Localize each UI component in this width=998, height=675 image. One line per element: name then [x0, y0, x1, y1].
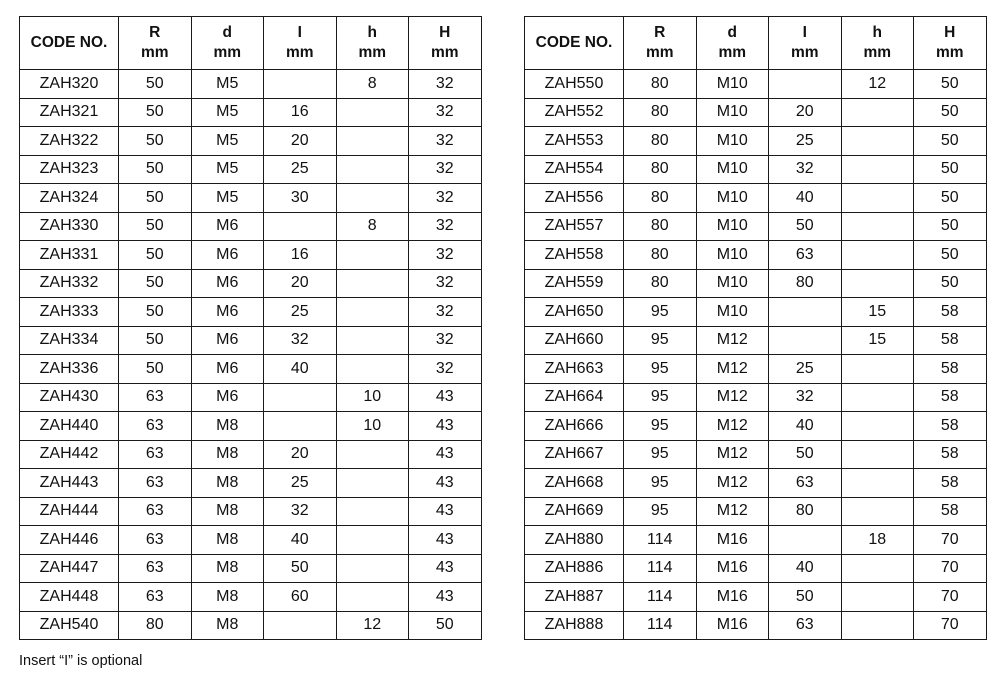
h-large-cell: 50	[914, 70, 987, 99]
h-small-cell	[841, 184, 914, 213]
table-row	[20, 241, 482, 270]
table-row	[525, 583, 987, 612]
d-cell: M10	[696, 241, 769, 270]
h-large-cell: 43	[409, 583, 482, 612]
table-row	[525, 469, 987, 498]
d-cell: M10	[696, 70, 769, 99]
d-cell: M8	[191, 583, 264, 612]
i-cell: 16	[264, 98, 337, 127]
i-cell: 32	[264, 326, 337, 355]
r-cell: 63	[119, 497, 192, 526]
h-large-cell: 58	[914, 497, 987, 526]
code-cell: ZAH320	[20, 70, 119, 99]
header-h-large: H mm	[409, 17, 482, 70]
d-cell: M10	[696, 212, 769, 241]
code-cell: ZAH331	[20, 241, 119, 270]
table-row	[525, 526, 987, 555]
h-small-cell	[841, 127, 914, 156]
h-small-cell	[336, 526, 409, 555]
i-cell	[264, 70, 337, 99]
header-code: CODE NO.	[20, 17, 119, 70]
table-row	[525, 326, 987, 355]
code-cell: ZAH323	[20, 155, 119, 184]
code-cell: ZAH444	[20, 497, 119, 526]
r-cell: 95	[624, 326, 697, 355]
h-small-cell	[841, 212, 914, 241]
table-row	[525, 497, 987, 526]
h-small-cell: 10	[336, 383, 409, 412]
r-cell: 50	[119, 355, 192, 384]
r-cell: 80	[624, 155, 697, 184]
table-row	[20, 440, 482, 469]
i-cell: 32	[769, 155, 842, 184]
d-cell: M10	[696, 155, 769, 184]
h-large-cell: 50	[914, 98, 987, 127]
d-cell: M8	[191, 526, 264, 555]
header-h-large: H mm	[914, 17, 987, 70]
d-cell: M12	[696, 497, 769, 526]
h-large-cell: 32	[409, 355, 482, 384]
table-header	[525, 17, 987, 70]
code-cell: ZAH880	[525, 526, 624, 555]
r-cell: 80	[624, 241, 697, 270]
i-cell: 40	[769, 554, 842, 583]
code-cell: ZAH324	[20, 184, 119, 213]
d-cell: M12	[696, 440, 769, 469]
code-cell: ZAH669	[525, 497, 624, 526]
d-cell: M5	[191, 70, 264, 99]
i-cell: 25	[769, 127, 842, 156]
h-small-cell: 12	[336, 611, 409, 640]
h-large-cell: 50	[914, 184, 987, 213]
h-large-cell: 43	[409, 497, 482, 526]
d-cell: M16	[696, 583, 769, 612]
r-cell: 63	[119, 526, 192, 555]
code-cell: ZAH430	[20, 383, 119, 412]
table-row	[525, 212, 987, 241]
table-row	[20, 184, 482, 213]
i-cell	[264, 212, 337, 241]
code-cell: ZAH888	[525, 611, 624, 640]
d-cell: M10	[696, 98, 769, 127]
i-cell	[264, 412, 337, 441]
d-cell: M12	[696, 383, 769, 412]
h-large-cell: 43	[409, 440, 482, 469]
code-cell: ZAH663	[525, 355, 624, 384]
h-large-cell: 70	[914, 526, 987, 555]
h-small-cell: 15	[841, 298, 914, 327]
h-large-cell: 50	[914, 241, 987, 270]
table-row	[525, 611, 987, 640]
i-cell: 63	[769, 241, 842, 270]
r-cell: 80	[624, 127, 697, 156]
d-cell: M5	[191, 184, 264, 213]
h-large-cell: 50	[914, 269, 987, 298]
h-large-cell: 50	[914, 155, 987, 184]
h-large-cell: 43	[409, 526, 482, 555]
h-small-cell	[336, 554, 409, 583]
code-cell: ZAH660	[525, 326, 624, 355]
code-cell: ZAH336	[20, 355, 119, 384]
h-small-cell	[336, 241, 409, 270]
d-cell: M5	[191, 98, 264, 127]
d-cell: M8	[191, 554, 264, 583]
table-row	[20, 298, 482, 327]
i-cell: 50	[769, 212, 842, 241]
h-small-cell: 10	[336, 412, 409, 441]
h-small-cell	[841, 98, 914, 127]
h-large-cell: 58	[914, 440, 987, 469]
d-cell: M8	[191, 611, 264, 640]
code-cell: ZAH334	[20, 326, 119, 355]
r-cell: 50	[119, 298, 192, 327]
i-cell: 32	[769, 383, 842, 412]
d-cell: M5	[191, 127, 264, 156]
code-cell: ZAH332	[20, 269, 119, 298]
d-cell: M10	[696, 298, 769, 327]
d-cell: M8	[191, 469, 264, 498]
r-cell: 80	[624, 70, 697, 99]
code-cell: ZAH330	[20, 212, 119, 241]
r-cell: 95	[624, 440, 697, 469]
table-row	[20, 497, 482, 526]
code-cell: ZAH667	[525, 440, 624, 469]
i-cell	[769, 298, 842, 327]
table-row	[20, 583, 482, 612]
i-cell: 30	[264, 184, 337, 213]
h-large-cell: 58	[914, 298, 987, 327]
table-row	[525, 383, 987, 412]
d-cell: M8	[191, 497, 264, 526]
i-cell: 50	[769, 440, 842, 469]
i-cell: 63	[769, 611, 842, 640]
i-cell: 20	[264, 269, 337, 298]
footnote: Insert “I” is optional	[19, 653, 143, 669]
r-cell: 50	[119, 212, 192, 241]
table-row	[525, 355, 987, 384]
h-large-cell: 50	[914, 212, 987, 241]
i-cell: 40	[264, 526, 337, 555]
code-cell: ZAH664	[525, 383, 624, 412]
h-small-cell	[336, 326, 409, 355]
code-cell: ZAH557	[525, 212, 624, 241]
r-cell: 63	[119, 554, 192, 583]
table-row	[525, 269, 987, 298]
i-cell: 40	[264, 355, 337, 384]
h-large-cell: 58	[914, 469, 987, 498]
r-cell: 114	[624, 554, 697, 583]
i-cell: 25	[264, 155, 337, 184]
code-cell: ZAH887	[525, 583, 624, 612]
table-row	[525, 98, 987, 127]
h-large-cell: 32	[409, 70, 482, 99]
table-row	[525, 241, 987, 270]
header-code: CODE NO.	[525, 17, 624, 70]
i-cell: 16	[264, 241, 337, 270]
h-small-cell	[841, 155, 914, 184]
h-small-cell	[336, 98, 409, 127]
spec-table-left	[19, 16, 482, 640]
i-cell: 25	[264, 298, 337, 327]
h-large-cell: 50	[914, 127, 987, 156]
i-cell: 20	[264, 440, 337, 469]
h-large-cell: 32	[409, 326, 482, 355]
h-small-cell: 15	[841, 326, 914, 355]
table-header	[20, 17, 482, 70]
code-cell: ZAH333	[20, 298, 119, 327]
d-cell: M6	[191, 298, 264, 327]
h-small-cell	[336, 269, 409, 298]
r-cell: 63	[119, 583, 192, 612]
table-row	[20, 412, 482, 441]
code-cell: ZAH440	[20, 412, 119, 441]
code-cell: ZAH554	[525, 155, 624, 184]
i-cell: 60	[264, 583, 337, 612]
i-cell: 25	[769, 355, 842, 384]
h-large-cell: 70	[914, 583, 987, 612]
table-row	[20, 212, 482, 241]
i-cell	[769, 326, 842, 355]
table-row	[525, 554, 987, 583]
r-cell: 63	[119, 412, 192, 441]
table-row	[20, 98, 482, 127]
r-cell: 80	[624, 98, 697, 127]
h-large-cell: 32	[409, 155, 482, 184]
i-cell: 32	[264, 497, 337, 526]
h-small-cell: 18	[841, 526, 914, 555]
table-body	[20, 70, 482, 640]
d-cell: M6	[191, 326, 264, 355]
r-cell: 50	[119, 127, 192, 156]
d-cell: M6	[191, 269, 264, 298]
code-cell: ZAH448	[20, 583, 119, 612]
h-small-cell: 12	[841, 70, 914, 99]
spec-table-right	[524, 16, 987, 640]
code-cell: ZAH442	[20, 440, 119, 469]
d-cell: M6	[191, 241, 264, 270]
header-r: R mm	[624, 17, 697, 70]
i-cell: 50	[769, 583, 842, 612]
r-cell: 50	[119, 184, 192, 213]
code-cell: ZAH446	[20, 526, 119, 555]
table-row	[20, 383, 482, 412]
h-small-cell	[336, 440, 409, 469]
table-row	[525, 412, 987, 441]
r-cell: 114	[624, 526, 697, 555]
h-small-cell	[336, 127, 409, 156]
h-large-cell: 50	[409, 611, 482, 640]
table-row	[525, 184, 987, 213]
h-large-cell: 32	[409, 98, 482, 127]
code-cell: ZAH668	[525, 469, 624, 498]
r-cell: 50	[119, 98, 192, 127]
table-row	[20, 611, 482, 640]
h-small-cell	[841, 583, 914, 612]
code-cell: ZAH322	[20, 127, 119, 156]
d-cell: M12	[696, 355, 769, 384]
h-small-cell	[841, 440, 914, 469]
code-cell: ZAH540	[20, 611, 119, 640]
r-cell: 80	[624, 184, 697, 213]
table-row	[525, 70, 987, 99]
r-cell: 114	[624, 583, 697, 612]
table-row	[525, 298, 987, 327]
h-small-cell	[841, 469, 914, 498]
header-i: I mm	[264, 17, 337, 70]
code-cell: ZAH886	[525, 554, 624, 583]
table-row	[20, 127, 482, 156]
code-cell: ZAH556	[525, 184, 624, 213]
h-large-cell: 58	[914, 412, 987, 441]
d-cell: M6	[191, 355, 264, 384]
h-large-cell: 43	[409, 383, 482, 412]
table-body	[525, 70, 987, 640]
d-cell: M10	[696, 269, 769, 298]
h-large-cell: 70	[914, 611, 987, 640]
table-row	[20, 70, 482, 99]
header-d: d mm	[696, 17, 769, 70]
h-small-cell	[336, 155, 409, 184]
d-cell: M16	[696, 526, 769, 555]
h-large-cell: 58	[914, 355, 987, 384]
table-row	[525, 127, 987, 156]
code-cell: ZAH553	[525, 127, 624, 156]
i-cell: 25	[264, 469, 337, 498]
r-cell: 50	[119, 326, 192, 355]
r-cell: 50	[119, 70, 192, 99]
d-cell: M6	[191, 383, 264, 412]
i-cell: 80	[769, 497, 842, 526]
table-row	[20, 155, 482, 184]
r-cell: 95	[624, 469, 697, 498]
table-row	[20, 469, 482, 498]
code-cell: ZAH650	[525, 298, 624, 327]
code-cell: ZAH558	[525, 241, 624, 270]
d-cell: M12	[696, 412, 769, 441]
h-small-cell	[336, 497, 409, 526]
h-small-cell	[841, 611, 914, 640]
i-cell: 80	[769, 269, 842, 298]
table-row	[525, 155, 987, 184]
h-large-cell: 43	[409, 412, 482, 441]
h-large-cell: 58	[914, 326, 987, 355]
i-cell	[264, 611, 337, 640]
h-small-cell	[841, 241, 914, 270]
h-large-cell: 32	[409, 184, 482, 213]
r-cell: 63	[119, 383, 192, 412]
table-row	[20, 526, 482, 555]
code-cell: ZAH666	[525, 412, 624, 441]
table-row	[20, 269, 482, 298]
h-large-cell: 32	[409, 212, 482, 241]
code-cell: ZAH559	[525, 269, 624, 298]
table-row	[20, 554, 482, 583]
h-small-cell	[841, 355, 914, 384]
code-cell: ZAH447	[20, 554, 119, 583]
r-cell: 95	[624, 412, 697, 441]
d-cell: M6	[191, 212, 264, 241]
h-small-cell	[841, 412, 914, 441]
h-large-cell: 58	[914, 383, 987, 412]
r-cell: 63	[119, 440, 192, 469]
d-cell: M8	[191, 440, 264, 469]
r-cell: 50	[119, 241, 192, 270]
h-small-cell	[336, 469, 409, 498]
i-cell: 20	[769, 98, 842, 127]
d-cell: M10	[696, 184, 769, 213]
i-cell	[264, 383, 337, 412]
h-large-cell: 32	[409, 127, 482, 156]
d-cell: M16	[696, 554, 769, 583]
code-cell: ZAH321	[20, 98, 119, 127]
h-large-cell: 43	[409, 469, 482, 498]
table-row	[20, 355, 482, 384]
d-cell: M8	[191, 412, 264, 441]
code-cell: ZAH443	[20, 469, 119, 498]
h-large-cell: 32	[409, 298, 482, 327]
r-cell: 80	[624, 212, 697, 241]
table-row	[20, 326, 482, 355]
r-cell: 95	[624, 355, 697, 384]
r-cell: 95	[624, 298, 697, 327]
h-small-cell	[841, 554, 914, 583]
h-small-cell	[841, 269, 914, 298]
h-large-cell: 43	[409, 554, 482, 583]
header-i: I mm	[769, 17, 842, 70]
h-small-cell	[841, 497, 914, 526]
r-cell: 80	[624, 269, 697, 298]
r-cell: 95	[624, 383, 697, 412]
d-cell: M5	[191, 155, 264, 184]
d-cell: M16	[696, 611, 769, 640]
r-cell: 80	[119, 611, 192, 640]
d-cell: M12	[696, 326, 769, 355]
h-large-cell: 70	[914, 554, 987, 583]
h-small-cell	[841, 383, 914, 412]
header-h-small: h mm	[336, 17, 409, 70]
h-large-cell: 32	[409, 269, 482, 298]
r-cell: 63	[119, 469, 192, 498]
code-cell: ZAH550	[525, 70, 624, 99]
r-cell: 50	[119, 269, 192, 298]
r-cell: 50	[119, 155, 192, 184]
i-cell	[769, 526, 842, 555]
h-small-cell	[336, 355, 409, 384]
header-h-small: h mm	[841, 17, 914, 70]
r-cell: 95	[624, 497, 697, 526]
i-cell: 40	[769, 412, 842, 441]
h-small-cell	[336, 298, 409, 327]
h-small-cell	[336, 184, 409, 213]
i-cell	[769, 70, 842, 99]
h-small-cell: 8	[336, 212, 409, 241]
i-cell: 40	[769, 184, 842, 213]
code-cell: ZAH552	[525, 98, 624, 127]
table-row	[525, 440, 987, 469]
h-small-cell: 8	[336, 70, 409, 99]
header-r: R mm	[119, 17, 192, 70]
d-cell: M10	[696, 127, 769, 156]
i-cell: 50	[264, 554, 337, 583]
d-cell: M12	[696, 469, 769, 498]
h-large-cell: 32	[409, 241, 482, 270]
i-cell: 63	[769, 469, 842, 498]
r-cell: 114	[624, 611, 697, 640]
h-small-cell	[336, 583, 409, 612]
i-cell: 20	[264, 127, 337, 156]
header-d: d mm	[191, 17, 264, 70]
